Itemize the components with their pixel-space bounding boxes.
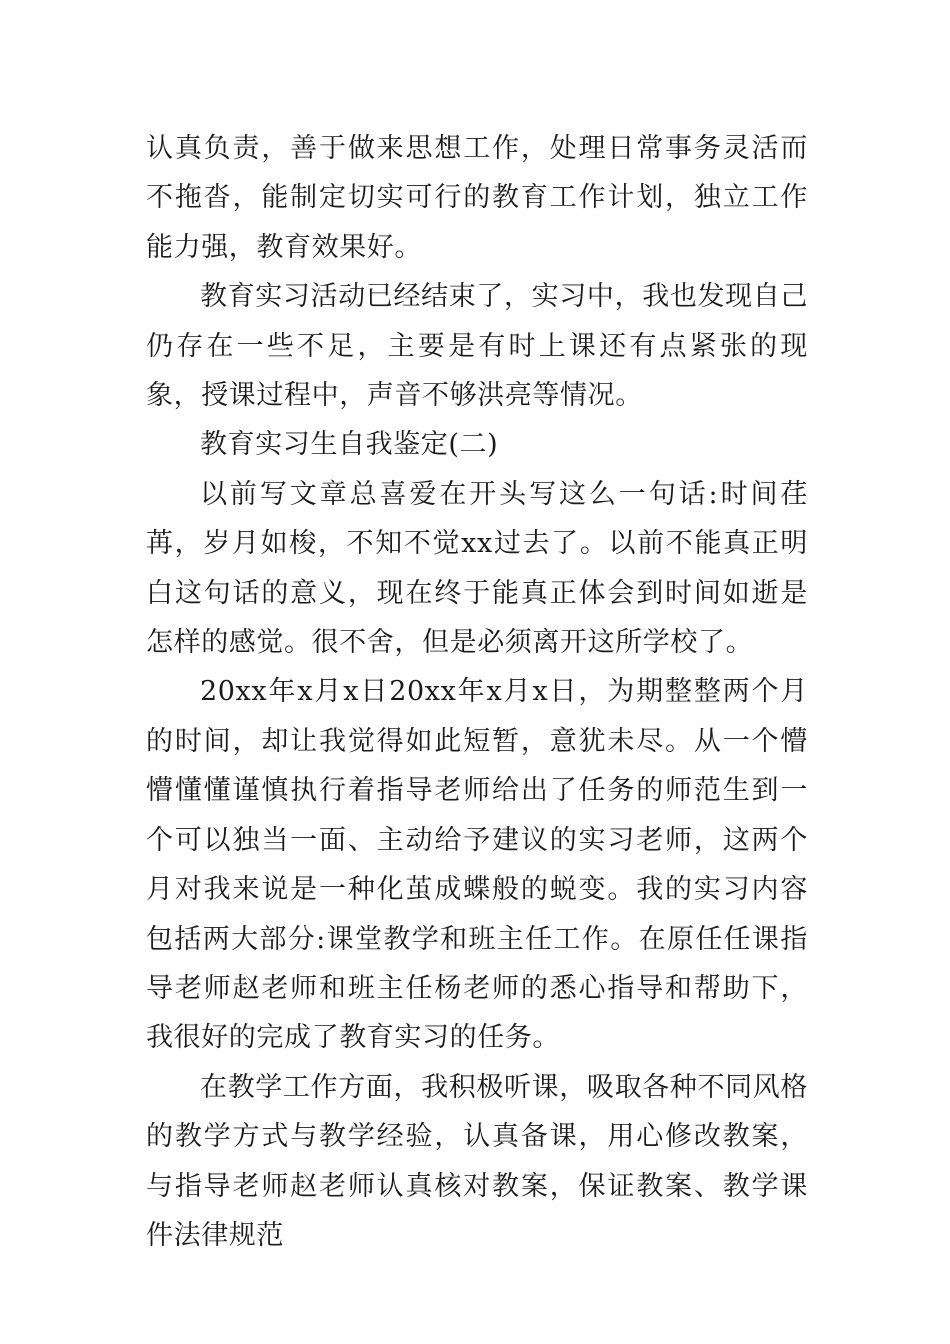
paragraph-shortcomings: 教育实习活动已经结束了，实习中，我也发现自己仍存在一些不足，主要是有时上课还有点紧张的现象，授课过程中，声音不够洪亮等情况。 bbox=[146, 281, 808, 412]
paragraph-teaching-work: 在教学工作方面，我积极听课，吸取各种不同风格的教学方式与教学经验，认真备课，用心修改教案，与指导老师赵老师认真核对教案，保证教案、教学课件法律规范 bbox=[146, 1071, 808, 1251]
paragraph-continuation: 认真负责，善于做来思想工作，处理日常事务灵活而不拖沓，能制定切实可行的教育工作计划，独立工作能力强，教育效果好。 bbox=[146, 133, 808, 263]
document-body bbox=[146, 124, 808, 1260]
section-heading: 教育实习生自我鉴定(二) bbox=[200, 429, 499, 461]
paragraph-internship-period: 20xx年x月x日20xx年x月x日，为期整整两个月的时间，却让我觉得如此短暂，意犹未尽。从一个懵懵懂懂谨慎执行着指导老师给出了任务的师范生到一个可以独当一面、主动给予建议的实习老师，这两个月对我来说是一种化茧成蝶般的蜕变。我的实习内容包括两大部分:课堂教学和班主任工作。在原任任课指导老师赵老师和班主任杨老师的悉心指导和帮助下，我很好的完成了教育实习的任务。 bbox=[146, 676, 808, 1054]
paragraph-intro: 以前写文章总喜爱在开头写这么一句话:时间荏苒，岁月如梭，不知不觉xx过去了。以前不能真正明白这句话的意义，现在终于能真正体会到时间如逝是怎样的感觉。很不舍，但是必须离开这所学校了。 bbox=[146, 478, 808, 659]
